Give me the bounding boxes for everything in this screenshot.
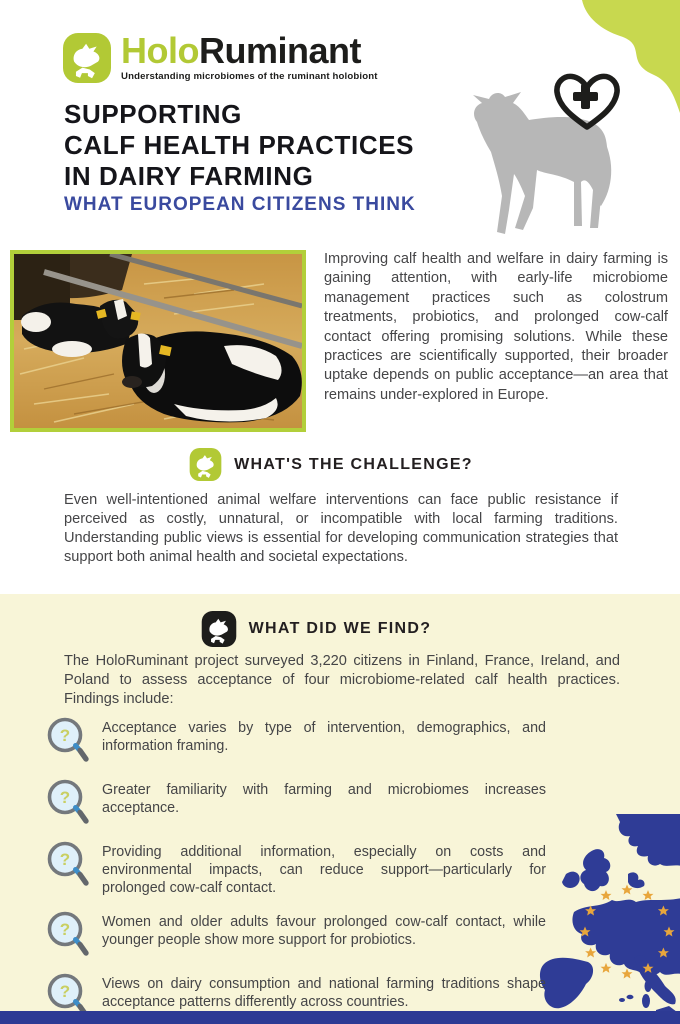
challenge-heading: WHAT'S THE CHALLENGE? — [234, 455, 473, 473]
svg-text:?: ? — [59, 981, 71, 1001]
finding-text: Acceptance varies by type of intervention, demographics, and information framing. — [102, 720, 546, 755]
finding-text: Providing additional information, especially on costs and environmental impacts, can reduce support—particularly for prolonged cow-calf contact. — [102, 844, 546, 897]
calves-photo-art — [14, 254, 302, 428]
logo-cow-icon — [62, 32, 112, 84]
intro-paragraph: Improving calf health and welfare in dairy farming is gaining attention, with early-life microbiome management practices such as colostrum treatments, probiotics, and prolonged cow-calf contact offering promising solutions. While these practices are scientifically supported, their broader uptake depends on public acceptance—an area that remains under-explored in Europe. — [324, 251, 668, 403]
finding-text: Women and older adults favour prolonged cow-calf contact, while younger people show more support for probiotics. — [102, 913, 546, 948]
svg-text:?: ? — [59, 726, 71, 745]
magnifier-icon — [46, 840, 92, 890]
brand-logo — [62, 32, 378, 84]
findings-cow-icon — [201, 610, 237, 648]
findings-heading-row — [0, 610, 656, 648]
title-line-1: SUPPORTING — [64, 99, 242, 129]
finding-text: Greater familiarity with farming and microbiomes increases acceptance. — [102, 782, 546, 817]
calves-photo — [10, 250, 306, 432]
page-title — [64, 99, 414, 192]
findings-intro: The HoloRuminant project surveyed 3,220 citizens in Finland, France, Ireland, and Poland to assess acceptance of four microbiome-related calf health practices. Findings include: — [64, 653, 620, 707]
logo-tagline: Understanding microbiomes of the ruminant holobiont — [121, 71, 378, 82]
challenge-cow-icon — [189, 447, 222, 482]
page-subtitle: WHAT EUROPEAN CITIZENS THINK — [64, 194, 416, 215]
findings-list — [46, 716, 548, 1024]
list-item — [46, 778, 548, 828]
title-line-3: IN DAIRY FARMING — [64, 161, 314, 191]
challenge-paragraph: Even well-intentioned animal welfare interventions can face public resistance if perceived as costly, unnatural, or incompatible with local farming traditions. Understanding public views is essential for developing communication strategies that support both animal health and societal expectations. — [64, 492, 618, 565]
findings-section — [0, 594, 680, 1012]
logo-text-ruminant: Ruminant — [198, 30, 361, 71]
logo-text-holo: Holo — [121, 30, 199, 71]
europe-map-icon — [532, 814, 680, 1012]
list-item — [46, 716, 548, 766]
magnifier-icon — [46, 716, 92, 766]
list-item — [46, 840, 548, 898]
magnifier-icon — [46, 778, 92, 828]
svg-text:?: ? — [59, 919, 71, 939]
logo-wordmark — [121, 32, 378, 70]
finding-text: Views on dairy consumption and national farming traditions shape acceptance patterns differently across countries. — [102, 975, 546, 1010]
findings-heading: WHAT DID WE FIND? — [248, 620, 432, 637]
svg-text:?: ? — [59, 850, 71, 869]
heart-plus-icon — [551, 72, 623, 134]
list-item — [46, 910, 548, 960]
title-line-2: CALF HEALTH PRACTICES — [64, 130, 415, 160]
challenge-heading-row — [0, 447, 671, 482]
magnifier-icon — [46, 910, 92, 960]
footer-bar — [0, 1011, 680, 1024]
svg-text:?: ? — [59, 788, 71, 807]
